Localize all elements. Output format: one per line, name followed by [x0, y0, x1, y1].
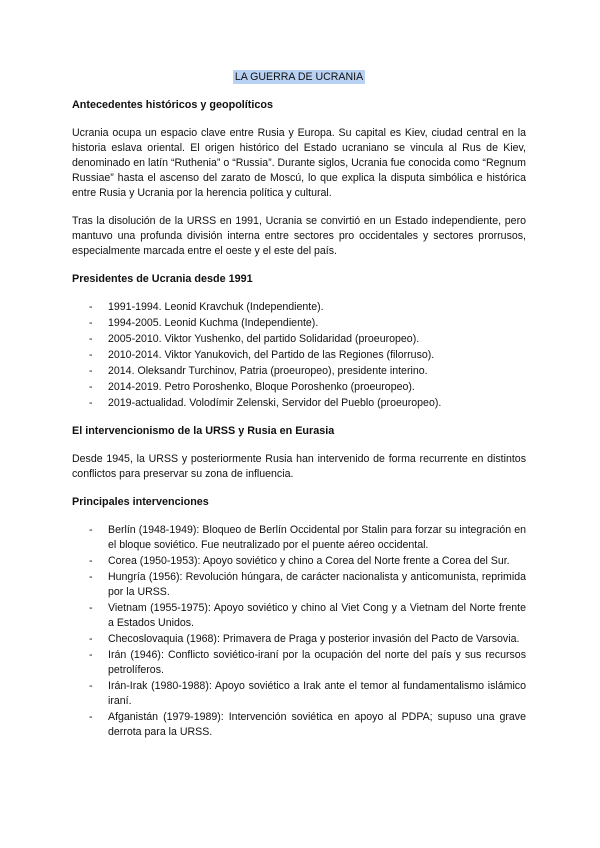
presidents-heading: Presidentes de Ucrania desde 1991 — [72, 273, 253, 285]
document-page — [72, 70, 526, 753]
list-item: - Irán-Irak (1980-1988): Apoyo soviético a Irak ante el temor al fundamentalismo islámico iraní. — [72, 679, 526, 709]
list-item: - 2005-2010. Viktor Yushenko, del partido Solidaridad (proeuropeo). — [72, 332, 526, 347]
title-row — [72, 70, 526, 85]
list-item: - Corea (1950-1953): Apoyo soviético y chino a Corea del Norte frente a Corea del Sur. — [72, 554, 526, 569]
interventions-heading: Principales intervenciones — [72, 496, 209, 508]
list-item: - Berlín (1948-1949): Bloqueo de Berlín Occidental por Stalin para forzar su integración en el bloque soviético. Fue neutralizado por el puente aéreo occidental. — [72, 523, 526, 553]
background-paragraph-1: Ucrania ocupa un espacio clave entre Rusia y Europa. Su capital es Kiev, ciudad central en la historia eslava oriental. El origen histórico del Estado ucraniano se vincula al Rus de Kiev, denominado en latín “Ruthenia” o “Russia”. Durante siglos, Ucrania fue conocida como “Regnum Russiae” hasta el ascenso del zarato de Moscú, lo que explica la disputa simbólica e histórica entre Rusia y Ucrania por la herencia política y cultural. — [72, 127, 527, 199]
list-item: - Hungría (1956): Revolución húngara, de carácter nacionalista y anticomunista, reprimida por la URSS. — [72, 570, 526, 600]
list-item: - 2019-actualidad. Volodímir Zelenski, Servidor del Pueblo (proeuropeo). — [72, 396, 526, 411]
list-item: - 1991-1994. Leonid Kravchuk (Independiente). — [72, 300, 526, 315]
background-heading: Antecedentes históricos y geopolíticos — [72, 99, 273, 111]
interventions-list — [72, 523, 526, 740]
background-paragraph-2: Tras la disolución de la URSS en 1991, Ucrania se convirtió en un Estado independiente, pero mantuvo una profunda división interna entre sectores pro occidentales y sectores prorrusos, especialmente marcada entre el oeste y el este del país. — [72, 215, 526, 257]
interventionism-paragraph: Desde 1945, la URSS y posteriormente Rusia han intervenido de forma recurrente en distintos conflictos para preservar su zona de influencia. — [72, 453, 526, 480]
presidents-list — [72, 300, 526, 411]
interventionism-heading: El intervencionismo de la URSS y Rusia en Eurasia — [72, 425, 335, 437]
list-item: - 2014. Oleksandr Turchinov, Patria (proeuropeo), presidente interino. — [72, 364, 526, 379]
list-item: - 1994-2005. Leonid Kuchma (Independiente). — [72, 316, 526, 331]
list-item: - 2014-2019. Petro Poroshenko, Bloque Poroshenko (proeuropeo). — [72, 380, 526, 395]
list-item: - Irán (1946): Conflicto soviético-iraní por la ocupación del norte del país y sus recursos petrolíferos. — [72, 648, 526, 678]
list-item: - Afganistán (1979-1989): Intervención soviética en apoyo al PDPA; supuso una grave derrota para la URSS. — [72, 710, 526, 740]
list-item: - Checoslovaquia (1968): Primavera de Praga y posterior invasión del Pacto de Varsovia. — [72, 632, 526, 647]
document-title[interactable]: LA GUERRA DE UCRANIA — [234, 71, 364, 83]
list-item: - 2010-2014. Viktor Yanukovich, del Partido de las Regiones (filorruso). — [72, 348, 526, 363]
list-item: - Vietnam (1955-1975): Apoyo soviético y chino al Viet Cong y a Vietnam del Norte frente a Estados Unidos. — [72, 601, 526, 631]
